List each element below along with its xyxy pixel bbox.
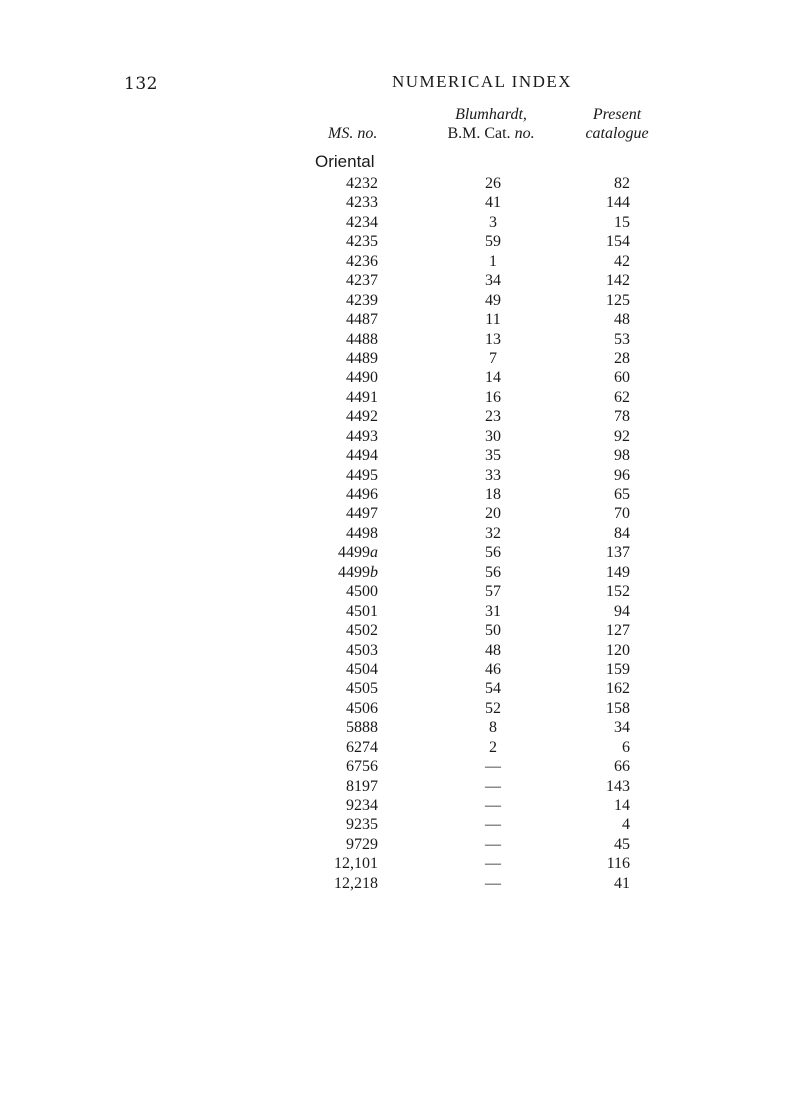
blumhardt-cell: 11 xyxy=(485,311,501,329)
header-present-line2: catalogue xyxy=(585,125,649,142)
table-row xyxy=(300,484,640,503)
blumhardt-cell: 56 xyxy=(485,563,501,581)
ms-no-cell xyxy=(346,816,378,834)
blumhardt-cell: 59 xyxy=(485,233,501,251)
present-catalogue-cell: 4 xyxy=(622,816,630,834)
blumhardt-cell: — xyxy=(485,855,501,873)
table-row xyxy=(300,173,640,192)
table-row xyxy=(300,620,640,639)
present-catalogue-cell: 96 xyxy=(614,466,630,484)
ms-no-cell xyxy=(346,642,378,660)
header-blumhardt-line2-plain: B.M. Cat. xyxy=(447,125,515,142)
table-row xyxy=(300,562,640,581)
table-row xyxy=(300,814,640,833)
ms-no-value: 4490 xyxy=(346,369,378,387)
ms-no-value: 4491 xyxy=(346,388,378,406)
ms-no-value: 4236 xyxy=(346,252,378,270)
table-row xyxy=(300,426,640,445)
ms-no-value: 4494 xyxy=(346,447,378,465)
ms-no-cell xyxy=(346,272,378,290)
blumhardt-cell: — xyxy=(485,874,501,892)
ms-no-cell xyxy=(346,680,378,698)
table-row xyxy=(300,640,640,659)
blumhardt-cell: 3 xyxy=(489,213,497,231)
present-catalogue-cell: 127 xyxy=(606,622,630,640)
table-row xyxy=(300,367,640,386)
ms-no-value: 4497 xyxy=(346,505,378,523)
table-row xyxy=(300,717,640,736)
present-catalogue-cell: 34 xyxy=(614,719,630,737)
blumhardt-cell: 33 xyxy=(485,466,501,484)
ms-no-cell xyxy=(346,758,378,776)
present-catalogue-cell: 66 xyxy=(614,758,630,776)
header-blumhardt-line1: Blumhardt, xyxy=(455,106,527,123)
ms-no-cell xyxy=(346,408,378,426)
present-catalogue-cell: 152 xyxy=(606,583,630,601)
present-catalogue-cell: 159 xyxy=(606,660,630,678)
table-row xyxy=(300,270,640,289)
ms-no-value: 6756 xyxy=(346,758,378,776)
blumhardt-cell: 30 xyxy=(485,427,501,445)
table-row xyxy=(300,192,640,211)
table-row xyxy=(300,853,640,872)
ms-no-value: 4487 xyxy=(346,311,378,329)
ms-no-cell xyxy=(346,467,378,485)
header-ms-no-label: MS. no. xyxy=(328,125,378,142)
present-catalogue-cell: 84 xyxy=(614,524,630,542)
ms-no-cell xyxy=(346,447,378,465)
page-number: 132 xyxy=(124,74,158,94)
present-catalogue-cell: 120 xyxy=(606,641,630,659)
blumhardt-cell: 32 xyxy=(485,524,501,542)
ms-no-value: 4498 xyxy=(346,524,378,542)
table-row xyxy=(300,251,640,270)
blumhardt-cell: 34 xyxy=(485,272,501,290)
blumhardt-cell: 56 xyxy=(485,544,501,562)
blumhardt-cell: 16 xyxy=(485,388,501,406)
header-ms-no xyxy=(328,124,377,143)
ms-no-value: 4237 xyxy=(346,272,378,290)
ms-no-cell xyxy=(346,661,378,679)
blumhardt-cell: — xyxy=(485,835,501,853)
ms-no-value: 4488 xyxy=(346,330,378,348)
table-row xyxy=(300,231,640,250)
ms-no-value: 4499 xyxy=(338,563,370,581)
ms-no-cell xyxy=(346,778,378,796)
blumhardt-cell: 26 xyxy=(485,175,501,192)
table-row xyxy=(300,873,640,892)
ms-no-value: 4234 xyxy=(346,213,378,231)
blumhardt-cell: 23 xyxy=(485,408,501,426)
ms-no-value: 9235 xyxy=(346,816,378,834)
ms-no-cell xyxy=(346,175,378,193)
present-catalogue-cell: 158 xyxy=(606,699,630,717)
present-catalogue-cell: 78 xyxy=(614,408,630,426)
table-row xyxy=(300,776,640,795)
ms-no-cell xyxy=(346,311,378,329)
ms-no-cell xyxy=(346,622,378,640)
ms-no-cell xyxy=(346,505,378,523)
present-catalogue-cell: 143 xyxy=(606,777,630,795)
section-label: Oriental xyxy=(315,152,375,171)
table-row xyxy=(300,329,640,348)
ms-no-value: 9234 xyxy=(346,797,378,814)
ms-no-cell xyxy=(346,350,378,368)
blumhardt-cell: — xyxy=(485,797,501,814)
present-catalogue-cell: 82 xyxy=(614,175,630,192)
ms-no-cell xyxy=(346,719,378,737)
table-row xyxy=(300,601,640,620)
ms-no-value: 4495 xyxy=(346,466,378,484)
ms-no-value: 4502 xyxy=(346,622,378,640)
ms-no-cell xyxy=(346,797,378,815)
table-row xyxy=(300,465,640,484)
ms-no-value: 4496 xyxy=(346,486,378,503)
present-catalogue-cell: 149 xyxy=(606,563,630,581)
blumhardt-cell: 57 xyxy=(485,583,501,601)
present-catalogue-cell: 14 xyxy=(614,797,630,814)
header-present-catalogue xyxy=(572,105,662,143)
present-catalogue-cell: 154 xyxy=(606,233,630,251)
ms-no-cell xyxy=(346,700,378,718)
present-catalogue-cell: 137 xyxy=(606,544,630,562)
ms-no-value: 4503 xyxy=(346,641,378,659)
ms-no-value: 4504 xyxy=(346,660,378,678)
table-row xyxy=(300,503,640,522)
table-row xyxy=(300,212,640,231)
ms-no-value: 5888 xyxy=(346,719,378,737)
present-catalogue-cell: 28 xyxy=(614,349,630,367)
table-row xyxy=(300,834,640,853)
ms-no-value: 8197 xyxy=(346,777,378,795)
table-row xyxy=(300,795,640,814)
ms-no-cell xyxy=(346,214,378,232)
ms-no-value: 4235 xyxy=(346,233,378,251)
table-row xyxy=(300,659,640,678)
header-blumhardt-line2-italic: no. xyxy=(514,125,535,142)
ms-no-value: 4506 xyxy=(346,699,378,717)
ms-no-value: 4493 xyxy=(346,427,378,445)
ms-no-value: 4499 xyxy=(338,544,370,562)
present-catalogue-cell: 125 xyxy=(606,291,630,309)
present-catalogue-cell: 41 xyxy=(614,874,630,892)
blumhardt-cell: 35 xyxy=(485,447,501,465)
ms-no-value: 4489 xyxy=(346,349,378,367)
blumhardt-cell: 46 xyxy=(485,660,501,678)
blumhardt-cell: 41 xyxy=(485,194,501,212)
ms-no-cell xyxy=(346,369,378,387)
ms-no-value: 4239 xyxy=(346,291,378,309)
present-catalogue-cell: 45 xyxy=(614,835,630,853)
present-catalogue-cell: 62 xyxy=(614,388,630,406)
ms-no-value: 4233 xyxy=(346,194,378,212)
ms-no-suffix: a xyxy=(370,544,378,562)
blumhardt-cell: 2 xyxy=(489,738,497,756)
blumhardt-cell: 13 xyxy=(485,330,501,348)
blumhardt-cell: 48 xyxy=(485,641,501,659)
ms-no-cell xyxy=(338,544,378,562)
blumhardt-cell: 52 xyxy=(485,699,501,717)
table-row xyxy=(300,309,640,328)
present-catalogue-cell: 92 xyxy=(614,427,630,445)
present-catalogue-cell: 42 xyxy=(614,252,630,270)
ms-no-cell xyxy=(346,194,378,212)
blumhardt-cell: — xyxy=(485,758,501,776)
blumhardt-cell: 1 xyxy=(489,252,497,270)
header-blumhardt-line2 xyxy=(433,124,549,143)
blumhardt-cell: 14 xyxy=(485,369,501,387)
ms-no-cell xyxy=(346,739,378,757)
blumhardt-cell: — xyxy=(485,816,501,834)
blumhardt-cell: 7 xyxy=(489,349,497,367)
ms-no-value: 6274 xyxy=(346,738,378,756)
blumhardt-cell: 49 xyxy=(485,291,501,309)
running-title: NUMERICAL INDEX xyxy=(392,72,573,91)
ms-no-cell xyxy=(346,428,378,446)
table-row xyxy=(300,387,640,406)
present-catalogue-cell: 94 xyxy=(614,602,630,620)
table-row xyxy=(300,523,640,542)
table-row xyxy=(300,542,640,561)
ms-no-cell xyxy=(346,583,378,601)
present-catalogue-cell: 65 xyxy=(614,486,630,503)
ms-no-cell xyxy=(346,603,378,621)
ms-no-cell xyxy=(338,564,378,582)
present-catalogue-cell: 98 xyxy=(614,447,630,465)
blumhardt-cell: 8 xyxy=(489,719,497,737)
ms-no-value: 4232 xyxy=(346,175,378,192)
ms-no-value: 9729 xyxy=(346,835,378,853)
present-catalogue-cell: 116 xyxy=(606,855,630,873)
blumhardt-cell: — xyxy=(485,777,501,795)
ms-no-value: 4505 xyxy=(346,680,378,698)
ms-no-value: 4500 xyxy=(346,583,378,601)
ms-no-cell xyxy=(346,525,378,543)
ms-no-cell xyxy=(346,486,378,504)
header-present-line1: Present xyxy=(592,106,642,123)
ms-no-cell xyxy=(346,389,378,407)
blumhardt-cell: 54 xyxy=(485,680,501,698)
index-table xyxy=(300,173,640,892)
table-row xyxy=(300,581,640,600)
ms-no-cell xyxy=(334,875,378,893)
table-row xyxy=(300,678,640,697)
ms-no-value: 4492 xyxy=(346,408,378,426)
blumhardt-cell: 50 xyxy=(485,622,501,640)
present-catalogue-cell: 48 xyxy=(614,311,630,329)
ms-no-value: 12,218 xyxy=(334,874,378,892)
ms-no-cell xyxy=(334,855,378,873)
ms-no-cell xyxy=(346,253,378,271)
present-catalogue-cell: 6 xyxy=(622,738,630,756)
ms-no-cell xyxy=(346,836,378,854)
table-row xyxy=(300,756,640,775)
present-catalogue-cell: 60 xyxy=(614,369,630,387)
ms-no-value: 4501 xyxy=(346,602,378,620)
table-row xyxy=(300,445,640,464)
ms-no-cell xyxy=(346,233,378,251)
present-catalogue-cell: 15 xyxy=(614,213,630,231)
ms-no-cell xyxy=(346,331,378,349)
blumhardt-cell: 31 xyxy=(485,602,501,620)
blumhardt-cell: 20 xyxy=(485,505,501,523)
present-catalogue-cell: 144 xyxy=(606,194,630,212)
table-row xyxy=(300,737,640,756)
present-catalogue-cell: 162 xyxy=(606,680,630,698)
ms-no-value: 12,101 xyxy=(334,855,378,873)
present-catalogue-cell: 53 xyxy=(614,330,630,348)
table-row xyxy=(300,290,640,309)
blumhardt-cell: 18 xyxy=(485,486,501,503)
table-row xyxy=(300,348,640,367)
table-row xyxy=(300,406,640,425)
header-blumhardt xyxy=(433,105,549,143)
ms-no-suffix: b xyxy=(370,563,378,581)
ms-no-cell xyxy=(346,292,378,310)
table-row xyxy=(300,698,640,717)
present-catalogue-cell: 70 xyxy=(614,505,630,523)
present-catalogue-cell: 142 xyxy=(606,272,630,290)
